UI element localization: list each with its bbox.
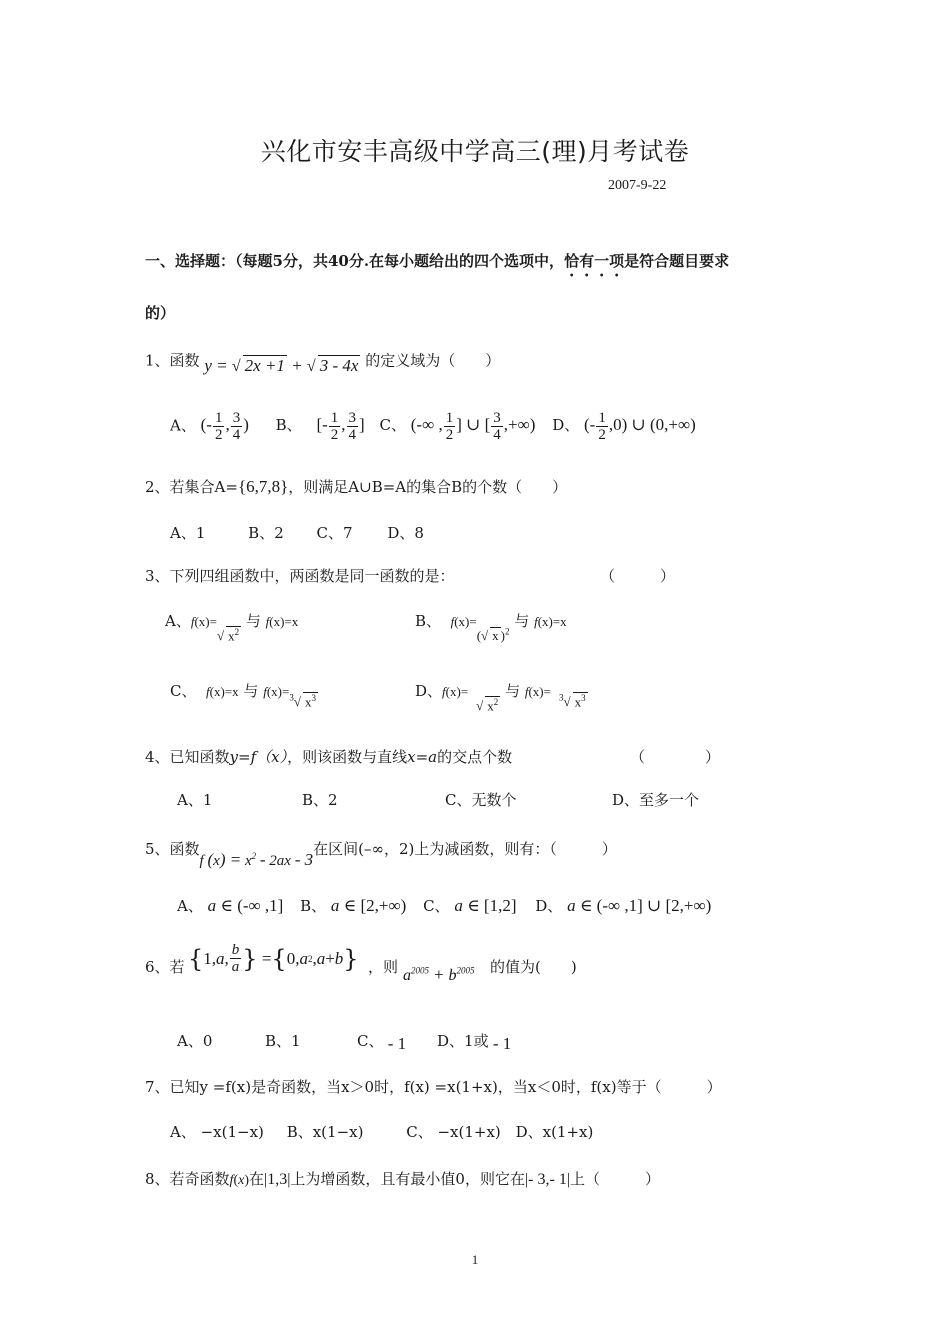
q5-option-b: B、	[300, 897, 327, 915]
q1-option-d-expr: (- $\frac{1}{2}$ ,0) ∪ (0,+∞)	[584, 410, 696, 443]
q6-stem-end: 的值为( )	[490, 958, 577, 976]
question-1	[145, 347, 500, 376]
q3-option-c: C、 f(x)=x 与 f(x)=$^3$√ $x^3$	[170, 682, 316, 709]
q1-option-a-expr: (- $\frac{1}{2}$ , $\frac{3}{4}$ )	[200, 410, 249, 443]
q1-options	[170, 410, 696, 443]
q2-options	[170, 522, 424, 543]
q2-option-d: D、8	[387, 524, 424, 542]
section-heading	[145, 250, 729, 280]
question-6: 6、若	[145, 958, 185, 976]
q7-option-b: B、x(1−x)	[286, 1123, 364, 1141]
q4-options	[177, 789, 700, 810]
question-2	[145, 476, 567, 497]
q1-option-b-expr: [- $\frac{1}{2}$ , $\frac{3}{4}$ ]	[316, 410, 365, 443]
page-number: 1	[471, 1252, 479, 1267]
q2-stem-end: ，则满足A∪B=A的集合B的个数（ ）	[288, 478, 568, 496]
q1-option-a: A、	[170, 416, 196, 435]
q1-formula: y = √ 2x +1 + √ 3 - 4x	[204, 356, 359, 375]
section-note: （每题5分，共40分.在每小题给出的四个选项中，	[235, 252, 565, 270]
q7-option-c: C、 −x(1+x)	[406, 1123, 501, 1141]
question-5: 5、函数f $(x) = x^2 - 2ax - 3$在区间(–∞，2)上为减函数，则有：（ ）	[145, 840, 617, 869]
exam-date: 2007-9-22	[608, 178, 667, 193]
q6-option-d: D、1或 - 1	[437, 1032, 512, 1053]
q2-option-a: A、1	[170, 524, 206, 542]
q2-option-c: C、7	[316, 524, 353, 542]
q2-stem: 2、若集合A=	[145, 478, 238, 496]
q4-option-b: B、2	[302, 791, 338, 809]
page-title: 兴化市安丰高级中学高三(理)月考试卷	[260, 137, 690, 166]
q5-option-c: C、	[423, 897, 450, 915]
q1-option-c: C、	[379, 416, 406, 435]
q3-answer-bracket: （ ）	[600, 567, 676, 585]
q6-equation: { 1, a , $\frac{b}{a}$ } = { 0, a 2 , a + b }	[188, 942, 359, 975]
q5-option-a: A、	[177, 897, 203, 915]
q1-option-c-expr: (-∞ , $\frac{1}{2}$ ] ∪ [ $\frac{3}{4}$ ,+∞)	[410, 410, 536, 443]
q7-option-a: A、 −x(1−x)	[170, 1123, 264, 1141]
q4-option-d: D、至多一个	[612, 791, 700, 809]
q1-stem: 1、函数	[145, 351, 200, 370]
q6-option-c: C、 - 1	[357, 1032, 407, 1053]
q1-option-b: B、	[275, 416, 302, 435]
q3-option-a: A、f(x)=√ $x^2$ 与 f(x)=x	[165, 612, 299, 643]
q4-option-a: A、1	[177, 791, 213, 809]
q6-option-b: B、1	[265, 1032, 301, 1050]
q7-option-d: D、x(1+x)	[515, 1123, 594, 1141]
section-note-line2: 的）	[145, 304, 176, 322]
q4-answer-bracket: （ ）	[630, 748, 721, 766]
q1-stem-end: 的定义域为（ ）	[365, 351, 501, 370]
q6-stem-mid: ，则	[368, 958, 399, 976]
question-4: 4、已知函数y=f（x），则该函数与直线x=a的交点个数	[145, 748, 513, 766]
q6-options	[177, 1030, 512, 1053]
q4-option-c: C、无数个	[445, 791, 517, 809]
section-note-emphasis: 恰有一项	[564, 252, 625, 270]
section-note-tail: 是符合题目要求	[624, 252, 730, 270]
q5-options: A、 a ∈ (-∞ ,1] B、 a ∈ [2,+∞) C、 a ∈ [1,2] D、 a ∈ (-∞ ,1] ∪ [2,+∞)	[177, 896, 712, 915]
q5-formula: f $(x) = x^2 - 2ax - 3$	[199, 850, 314, 869]
q2-set: {6,7,8}	[237, 477, 289, 496]
q2-option-b: B、2	[248, 524, 284, 542]
section-title: 一、选择题：	[145, 252, 236, 270]
q6-option-a: A、0	[177, 1032, 213, 1050]
question-7: 7、已知y =f(x)是奇函数，当x＞0时，f(x) =x(1+x)，当x＜0时，f(x)等于（ ）	[145, 1078, 722, 1096]
q1-option-d: D、	[552, 416, 580, 435]
q6-power-expr: $a^{2005} + b^{2005}$	[403, 965, 475, 984]
q7-options	[170, 1121, 593, 1142]
question-3: 3、下列四组函数中，两函数是同一函数的是：	[145, 567, 455, 585]
q3-option-b: B、 f(x)=(√ x )$^2$ 与 f(x)=x	[415, 612, 567, 643]
q3-option-d: D、f(x)=√ $x^2$ 与 f(x)= $^3$√ $x^3$	[415, 682, 586, 713]
q5-option-d: D、	[535, 897, 563, 915]
question-8: 8、若奇函数f(x)在|1,3|上为增函数，且有最小值0，则它在|- 3,- 1|上（ ）	[145, 1170, 661, 1188]
